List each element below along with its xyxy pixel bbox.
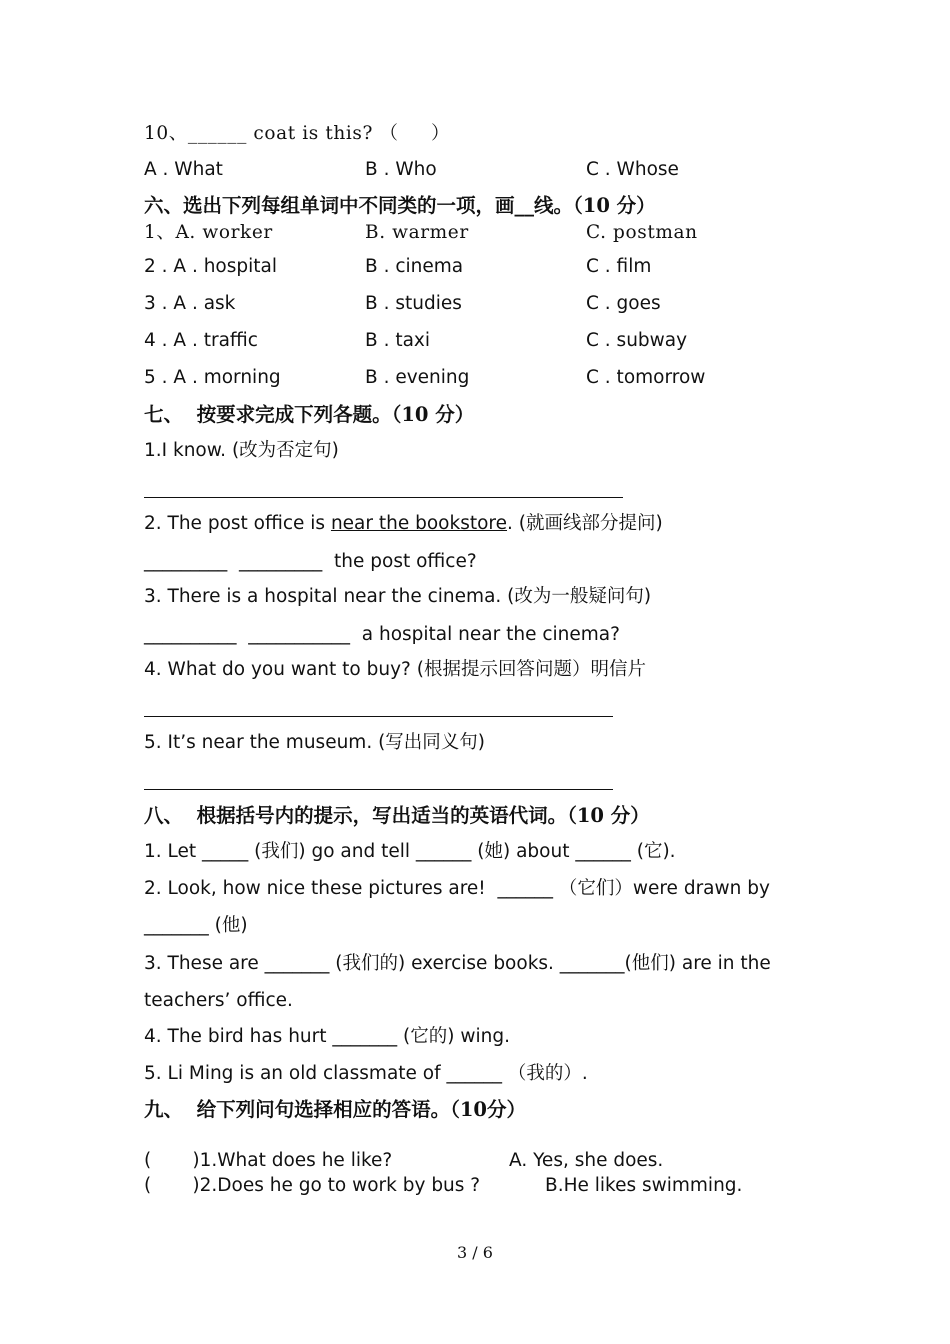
sec7-q2-prefix: 2. The post office is <box>144 513 331 534</box>
section-7-heading: 七、 按要求完成下列各题。（10 分） <box>144 403 475 426</box>
sec8-line3: _______ (他) <box>144 915 248 936</box>
section-8-heading: 八、 根据括号内的提示，写出适当的英语代词。（10 分） <box>144 804 650 827</box>
sec6-row3-a: 3 . A . ask <box>144 293 236 314</box>
sec6-row3-b: B . studies <box>365 293 462 314</box>
sec7-q1-answer-line <box>144 497 623 498</box>
sec7-q2 <box>144 512 663 536</box>
sec6-row3-c: C . goes <box>586 293 661 314</box>
sec6-row5-c: C . tomorrow <box>586 367 706 388</box>
sec9-q2: ( )2.Does he go to work by bus ? <box>144 1175 481 1196</box>
sec6-row4-a: 4 . A . traffic <box>144 330 258 351</box>
sec7-q2-suffix: . (就画线部分提问) <box>507 513 663 534</box>
sec6-row2-b: B . cinema <box>365 256 464 277</box>
sec6-row4-b: B . taxi <box>365 330 431 351</box>
sec6-row2-a: 2 . A . hospital <box>144 256 278 277</box>
q10-option-b: B . Who <box>365 159 437 180</box>
sec7-q3: 3. There is a hospital near the cinema. (改为一般疑问句) <box>144 586 652 607</box>
sec6-row1-b: B. warmer <box>365 222 469 243</box>
page-number: 3 / 6 <box>457 1243 493 1262</box>
sec6-row1-a: 1、A. worker <box>144 222 273 243</box>
sec7-q3-answer: __________ ___________ a hospital near the cinema? <box>144 624 620 645</box>
sec6-row4-c: C . subway <box>586 330 688 351</box>
sec9-a2: B.He likes swimming. <box>545 1175 743 1196</box>
sec6-row2-c: C . film <box>586 256 652 277</box>
sec8-line5: teachers’ office. <box>144 990 293 1011</box>
sec8-line2: 2. Look, how nice these pictures are! ______ （它们）were drawn by <box>144 878 770 899</box>
sec9-q1: ( )1.What does he like? <box>144 1150 393 1171</box>
section-9-heading: 九、 给下列问句选择相应的答语。（10分） <box>144 1098 526 1121</box>
q10-option-c: C . Whose <box>586 159 679 180</box>
sec7-q4: 4. What do you want to buy? (根据提示回答问题）明信片 <box>144 659 646 680</box>
sec7-q2-answer: _________ _________ the post office? <box>144 551 477 572</box>
sec7-q5-answer-line <box>144 789 613 790</box>
sec7-q5: 5. It’s near the museum. (写出同义句) <box>144 732 486 753</box>
sec6-row5-a: 5 . A . morning <box>144 367 281 388</box>
q10-option-a: A . What <box>144 159 223 180</box>
sec7-q2-underlined: near the bookstore <box>330 513 508 534</box>
sec9-a1: A. Yes, she does. <box>509 1150 664 1171</box>
sec6-row1-c: C. postman <box>586 222 698 243</box>
sec7-q1: 1.I know. (改为否定句) <box>144 440 339 461</box>
q10-text: 10、______ coat is this? （ ） <box>144 123 451 144</box>
sec8-line4: 3. These are _______ (我们的) exercise books. _______(他们) are in the <box>144 953 771 974</box>
sec8-line6: 4. The bird has hurt _______ (它的) wing. <box>144 1026 510 1047</box>
sec7-q4-answer-line <box>144 716 613 717</box>
section-6-heading: 六、选出下列每组单词中不同类的一项，画__线。（10 分） <box>144 194 656 217</box>
sec8-line1: 1. Let _____ (我们) go and tell ______ (她) about ______ (它). <box>144 841 676 862</box>
sec6-row5-b: B . evening <box>365 367 470 388</box>
sec8-line7: 5. Li Ming is an old classmate of ______ （我的）. <box>144 1063 588 1084</box>
